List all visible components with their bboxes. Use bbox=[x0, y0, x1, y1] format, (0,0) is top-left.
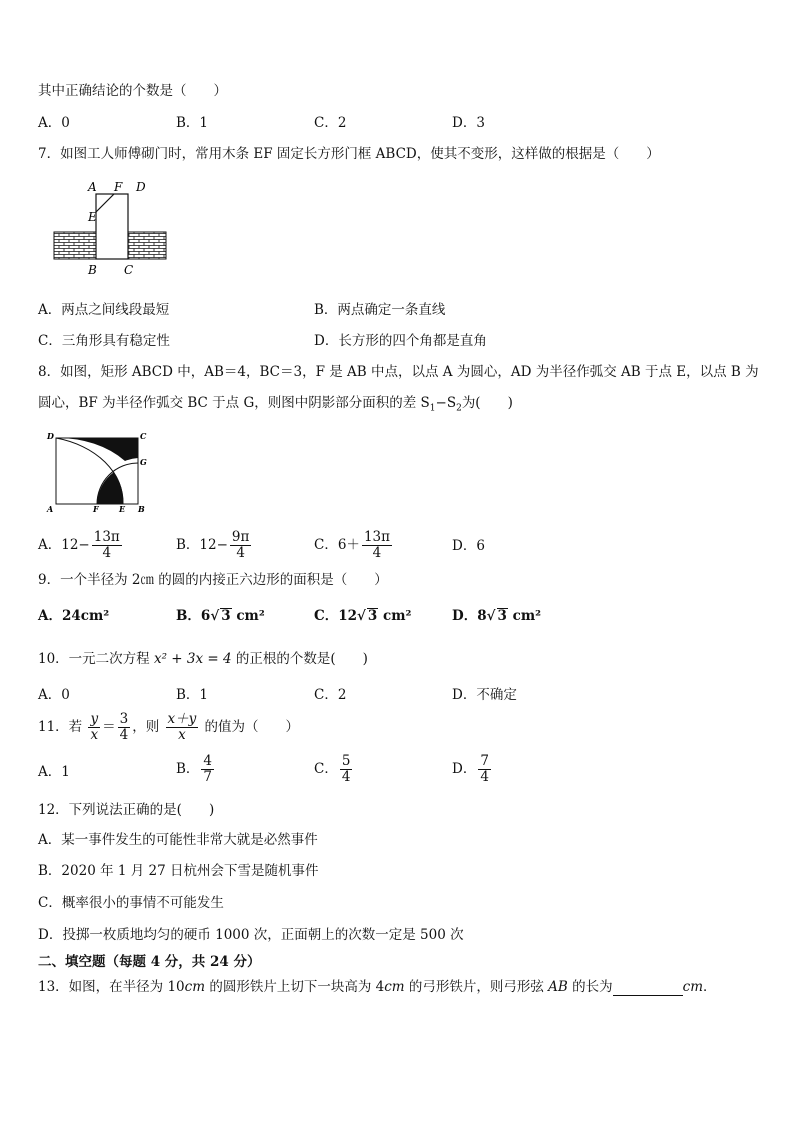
q12-option-b: B．2020 年 1 月 27 日杭州会下雪是随机事件 bbox=[38, 863, 319, 879]
q10-equation: x² + 3x = 4 bbox=[153, 651, 232, 667]
label-G: G bbox=[140, 457, 147, 467]
label-E: E bbox=[119, 504, 126, 514]
q8-option-b: B．12− $\frac{9\pi}{4}$ bbox=[176, 529, 250, 561]
q9-option-b: B．6√ 3 cm² bbox=[176, 608, 265, 624]
q8-stem-line1: 8．如图，矩形 ABCD 中，AB＝4，BC＝3，F 是 AB 中点，以点 A 为圆心，AD 为半径作弧交 AB 于点 E，以点 B 为 bbox=[38, 364, 759, 380]
q6-option-a: A．0 bbox=[38, 115, 70, 131]
q13-stem: 13．如图，在半径为 10cm 的圆形铁片上切下一块高为 4cm 的弓形铁片，则弓形弦 AB 的长为 cm． bbox=[38, 979, 717, 995]
q8-option-a: A．12− $\frac{13\pi}{4}$ bbox=[38, 529, 120, 561]
q11-option-a: A．1 bbox=[38, 764, 70, 780]
q10-option-b: B．1 bbox=[176, 687, 209, 703]
q11-option-c: C． $\frac{5}{4}$ bbox=[314, 753, 351, 785]
label-B: B bbox=[88, 263, 97, 277]
q10-option-a: A．0 bbox=[38, 687, 70, 703]
label-C: C bbox=[124, 263, 134, 277]
label-C: C bbox=[140, 431, 147, 441]
label-B: B bbox=[138, 504, 145, 514]
door-frame-rect bbox=[96, 194, 128, 259]
label-F: F bbox=[114, 180, 123, 194]
q11-option-d: D． $\frac{7}{4}$ bbox=[452, 753, 489, 785]
q12-stem: 12．下列说法正确的是( ) bbox=[38, 802, 215, 818]
label-E: E bbox=[88, 210, 97, 224]
label-F: F bbox=[93, 504, 99, 514]
q9-stem: 9．一个半径为 2㎝ 的圆的内接正六边形的面积是（ ） bbox=[38, 572, 388, 588]
q7-option-c: C．三角形具有稳定性 bbox=[38, 333, 170, 349]
rectangle-arcs-figure bbox=[44, 430, 154, 516]
q8-option-c: C．6＋ $\frac{13\pi}{4}$ bbox=[314, 529, 390, 561]
q6-option-c: C．2 bbox=[314, 115, 347, 131]
label-A: A bbox=[47, 504, 54, 514]
label-A: A bbox=[88, 180, 97, 194]
q12-option-c: C．概率很小的事情不可能发生 bbox=[38, 895, 224, 911]
q12-option-d: D．投掷一枚质地均匀的硬币 1000 次，正面朝上的次数一定是 500 次 bbox=[38, 927, 464, 943]
door-frame-figure bbox=[52, 176, 172, 278]
q8-stem-line2: 圆心，BF 为半径作弧交 BC 于点 G，则图中阴影部分面积的差 $S_1-S_2$为( ) bbox=[38, 395, 513, 414]
q10-option-d: D．不确定 bbox=[452, 687, 517, 703]
q11-stem: 11．若 $\frac{y}{x}$ ＝ $\frac{3}{4}$ ，则 $\frac{x+y}{x}$ 的值为（ ） bbox=[38, 711, 300, 743]
q12-option-a: A．某一事件发生的可能性非常大就是必然事件 bbox=[38, 832, 318, 848]
left-brick-wall bbox=[54, 232, 96, 259]
q7-option-b: B．两点确定一条直线 bbox=[314, 302, 446, 318]
q9-option-a: A．24cm² bbox=[38, 608, 110, 624]
q7-stem: 7．如图工人师傅砌门时，常用木条 EF 固定长方形门框 ABCD，使其不变形，这样做的根据是（ ） bbox=[38, 146, 660, 162]
q7-option-d: D．长方形的四个角都是直角 bbox=[314, 333, 487, 349]
q9-option-c: C．12√ 3 cm² bbox=[314, 608, 412, 624]
q6-option-b: B．1 bbox=[176, 115, 209, 131]
right-brick-wall bbox=[128, 232, 166, 259]
q9-option-d: D．8√ 3 cm² bbox=[452, 608, 542, 624]
q10-stem: 10．一元二次方程 x² + 3x = 4 的正根的个数是( ) bbox=[38, 651, 368, 667]
q6-option-d: D．3 bbox=[452, 115, 485, 131]
label-D: D bbox=[136, 180, 146, 194]
q11-option-b: B． $\frac{4}{7}$ bbox=[176, 753, 213, 785]
q7-option-a: A．两点之间线段最短 bbox=[38, 302, 170, 318]
q6-stem: 其中正确结论的个数是（ ） bbox=[38, 83, 227, 99]
section-title-fill-in: 二、填空题（每题 4 分，共 24 分） bbox=[38, 954, 261, 970]
q13-answer-blank[interactable] bbox=[613, 981, 683, 996]
q10-option-c: C．2 bbox=[314, 687, 347, 703]
label-D: D bbox=[47, 431, 54, 441]
q8-option-d: D．6 bbox=[452, 538, 485, 554]
